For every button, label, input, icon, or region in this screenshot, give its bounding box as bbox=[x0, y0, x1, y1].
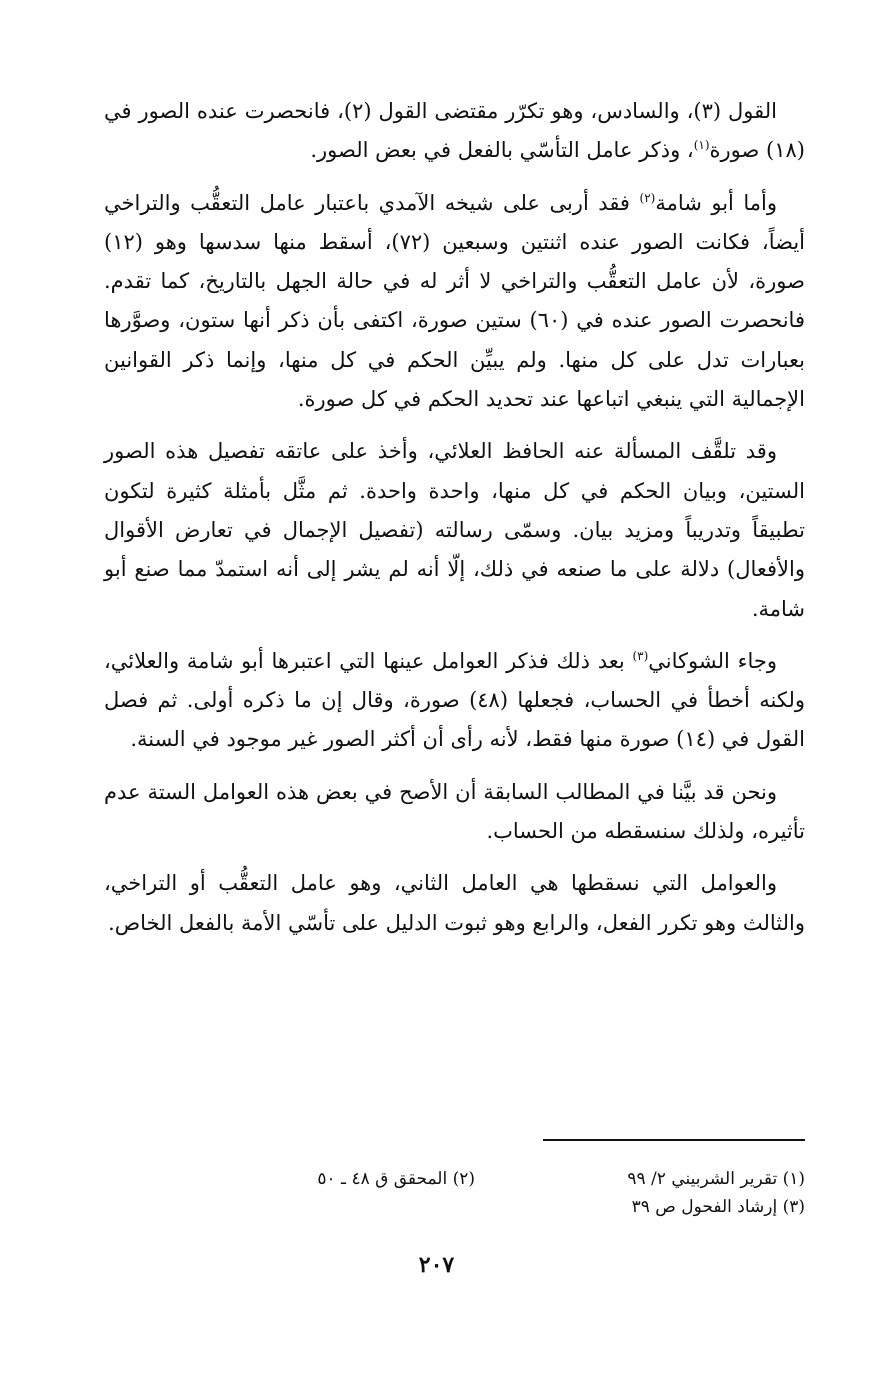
paragraph: وقد تلقَّف المسألة عنه الحافظ العلائي، وأخذ على عاتقه تفصيل هذه الصور الستين، وبيان الحكم في كل منها، واحدة واحدة. ثم مثَّل بأمثلة كثيرة لتكون تطبيقاً وتدريباً ومزيد بيان. وسمّى رسالته (تفصيل الإجمال في تعارض الأقوال والأفعال) دلالة على ما صنعه في ذلك، إلّا أنه لم يشر إلى أنه استمدّ مما صنع أبو شامة. bbox=[104, 439, 805, 621]
footnote-row bbox=[104, 1193, 805, 1221]
paragraph: وأما أبو شامة$^{(٢)}$ فقد أربى على شيخه الآمدي باعتبار عامل التعقُّب والتراخي أيضاً، فكانت الصور عنده اثنتين وسبعين (٧٢)، أسقط منها سدسها وهو (١٢) صورة، لأن عامل التعقُّب والتراخي لا أثر له في حالة الجهل بالتاريخ، كما تقدم. فانحصرت الصور عنده في (٦٠) ستين صورة، اكتفى بأن ذكر أنها ستون، وصوَّرها بعبارات تدل على كل منها. ولم يبيِّن الحكم في كل منها، وإنما ذكر القوانين الإجمالية التي ينبغي اتباعها عند تحديد الحكم في كل صورة. bbox=[104, 190, 805, 412]
footnotes bbox=[104, 1165, 805, 1221]
footnote-row bbox=[104, 1165, 805, 1193]
footnote-divider bbox=[543, 1139, 805, 1141]
body-text bbox=[104, 92, 805, 943]
paragraph: القول (٣)، والسادس، وهو تكرّر مقتضى القول (٢)، فانحصرت عنده الصور في (١٨) صورة$^{(١)}$، وذكر عامل التأسّي بالفعل في بعض الصور. bbox=[104, 99, 805, 163]
footnote: (٢) المحقق ق ٤٨ ـ ٥٠ bbox=[317, 1169, 475, 1189]
paragraph: والعوامل التي نسقطها هي العامل الثاني، وهو عامل التعقُّب أو التراخي، والثالث وهو تكرر الفعل، والرابع وهو ثبوت الدليل على تأسّي الأمة بالفعل الخاص. bbox=[104, 871, 805, 935]
footnote-marker: (٢) bbox=[639, 190, 656, 205]
footnote: (١) تقرير الشربيني ٢/ ٩٩ bbox=[627, 1169, 805, 1189]
paragraph: وجاء الشوكاني$^{(٣)}$ بعد ذلك فذكر العوامل عينها التي اعتبرها أبو شامة والعلائي، ولكنه أخطأ في الحساب، فجعلها (٤٨) صورة، وقال إن ما ذكره أولى. ثم فصل القول في (١٤) صورة منها فقط، لأنه رأى أن أكثر الصور غير موجود في السنة. bbox=[104, 648, 805, 752]
paragraph: ونحن قد بيَّنا في المطالب السابقة أن الأصح في بعض هذه العوامل الستة عدم تأثيره، ولذلك سنسقطه من الحساب. bbox=[104, 779, 805, 844]
footnote-marker: (٣) bbox=[632, 648, 649, 663]
footnote: (٣) إرشاد الفحول ص ٣٩ bbox=[631, 1197, 805, 1217]
footnote-marker: (١) bbox=[693, 138, 710, 153]
page-number: ٢٠٧ bbox=[418, 1252, 455, 1278]
